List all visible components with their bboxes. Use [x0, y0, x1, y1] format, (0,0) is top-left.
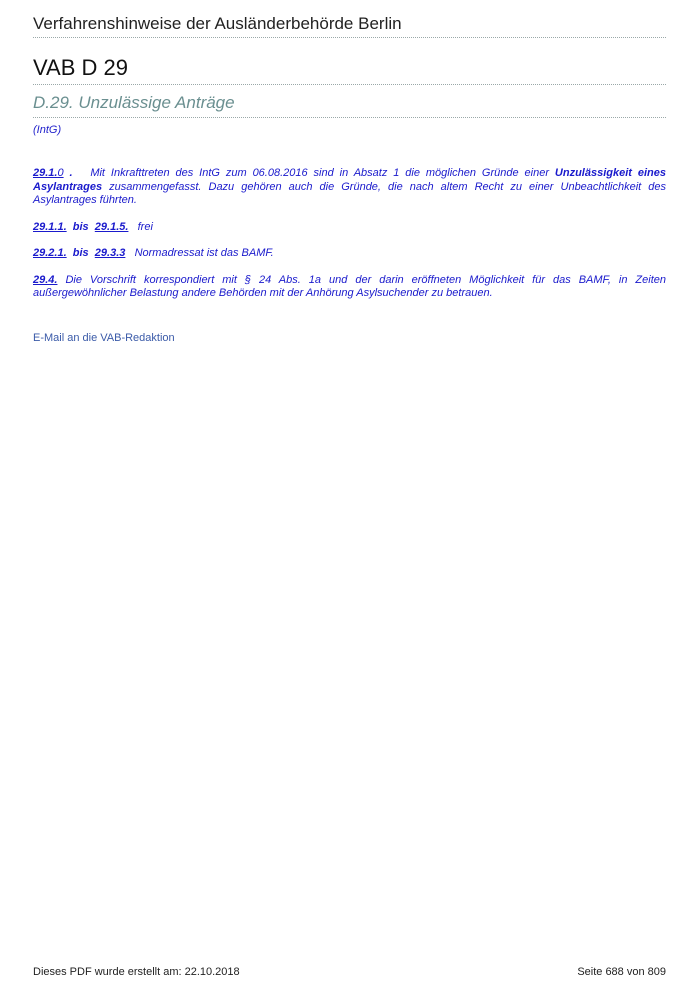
email-editorial-link[interactable]: E-Mail an die VAB-Redaktion — [33, 332, 175, 344]
ref-link-29-1-0[interactable] — [33, 167, 64, 179]
paragraph-text: Normadressat ist das BAMF. — [134, 247, 274, 259]
paragraph-29-1-0 — [33, 167, 666, 208]
paragraph-text: Die Vorschrift korrespondiert mit § 24 Abs. 1a und der darin eröffneten Möglichkeit für das BAMF, in Zeiten außergewöhnlicher Belastung andere Behörden mit der Anhörung Asylsuchender zu betrauen. — [33, 273, 666, 299]
bis-label: bis — [72, 220, 89, 233]
paragraph-text: zusammengefasst. Dazu gehören auch die Gründe, die nach altem Recht zu einer Unbeachtlichkeit des Asylantrages führten. — [33, 180, 666, 206]
divider — [33, 117, 666, 118]
divider — [33, 37, 666, 38]
ref-link-29-1-5[interactable]: 29.1.5. — [94, 220, 129, 233]
ref-link-29-4[interactable]: 29.4. — [33, 273, 58, 286]
footer-created-date: Dieses PDF wurde erstellt am: 22.10.2018 — [33, 966, 240, 978]
ref-suffix: 0 — [57, 167, 64, 179]
paragraph-29-1-1 — [33, 221, 666, 235]
content — [33, 167, 666, 314]
paragraph-text: Mit Inkrafttreten des IntG zum 06.08.2016 sind in Absatz 1 die möglichen Gründe einer — [90, 167, 549, 179]
bis-label: bis — [72, 247, 89, 259]
paragraph-29-4 — [33, 274, 666, 301]
paragraph-bold: Unzulässigkeit eines Asylantrages — [33, 167, 666, 193]
ref-dot: . — [69, 167, 73, 179]
site-title: Verfahrenshinweise der Ausländerbehörde Berlin — [33, 14, 402, 33]
ref-main: 29.1. — [33, 167, 58, 179]
footer-page-number: Seite 688 von 809 — [577, 966, 666, 978]
doc-title: VAB D 29 — [33, 55, 128, 80]
law-reference: (IntG) — [33, 124, 62, 136]
section-title: D.29. Unzulässige Anträge — [33, 93, 235, 112]
divider — [33, 84, 666, 85]
paragraph-29-2-1 — [33, 247, 666, 261]
ref-link-29-2-1[interactable]: 29.2.1. — [33, 247, 67, 259]
ref-link-29-3-3[interactable]: 29.3.3 — [94, 247, 126, 259]
paragraph-text: frei — [137, 220, 153, 233]
ref-link-29-1-1[interactable]: 29.1.1. — [33, 220, 67, 233]
